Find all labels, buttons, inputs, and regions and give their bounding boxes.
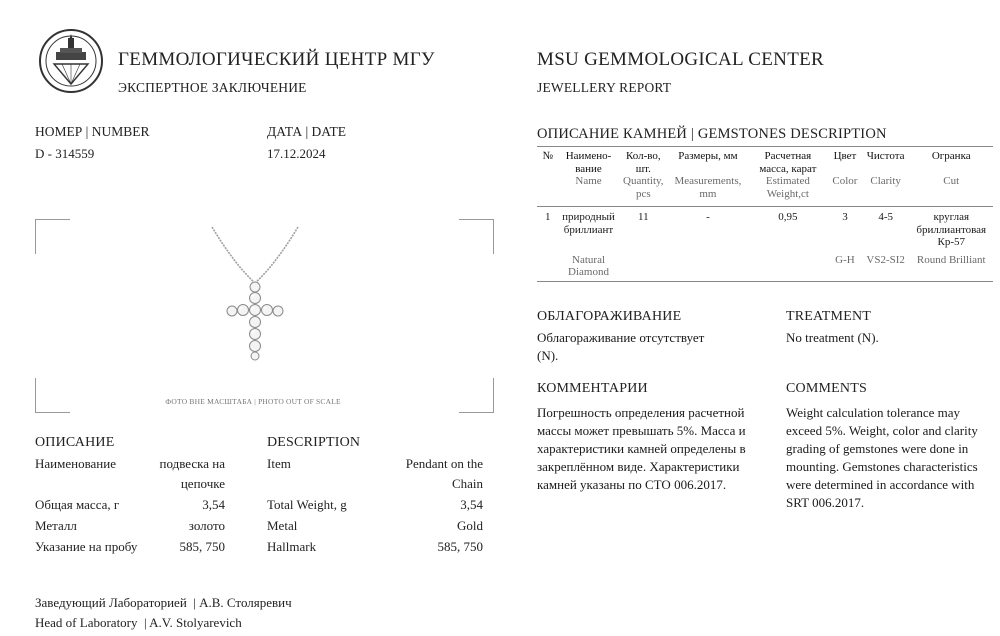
col-cut-en: Cut — [943, 175, 960, 187]
gem-table-top-rule — [537, 146, 993, 147]
cell-qty: 11 — [638, 211, 649, 223]
ru-row-metal-label: Металл — [35, 518, 77, 533]
cell-clarity-en: VS2-SI2 — [866, 253, 905, 266]
pendant-photo — [205, 225, 305, 365]
col-name-en: Name — [575, 175, 602, 187]
en-row-metal-label: Metal — [267, 518, 298, 533]
cell-cut-ru: круглая бриллиантовая Кр-57 — [916, 211, 987, 248]
gemstones-heading: ОПИСАНИЕ КАМНЕЙ | GEMSTONES DESCRIPTION — [537, 126, 887, 142]
col-qty-ru: Кол-во, шт. — [625, 150, 661, 175]
col-color-en: Color — [832, 175, 858, 187]
ru-row-metal-value: золото — [188, 518, 225, 533]
col-size-en: Measurements, mm — [674, 175, 742, 200]
col-no: № — [542, 150, 554, 162]
col-qty-en: Quantity, pcs — [623, 175, 664, 200]
ru-subtitle: ЭКСПЕРТНОЕ ЗАКЛЮЧЕНИЕ — [118, 80, 307, 95]
col-color-ru: Цвет — [833, 150, 857, 162]
en-row-weight-value: 3,54 — [460, 497, 483, 512]
treatment-heading-ru: ОБЛАГОРАЖИВАНИЕ — [537, 309, 682, 324]
cell-cut-en: Round Brilliant — [916, 253, 986, 266]
comments-heading-en: COMMENTS — [786, 381, 867, 396]
treatment-text-ru: Облагораживание отсутствует (N). — [537, 330, 705, 363]
number-label: НОМЕР | NUMBER — [35, 124, 150, 139]
en-row-item-label: Item — [267, 456, 291, 471]
col-size-ru: Размеры, мм — [678, 150, 738, 162]
number-value: D - 314559 — [35, 146, 95, 161]
frame-corner-bl — [35, 378, 70, 413]
cell-name-en: Natural Diamond — [568, 253, 609, 278]
cell-name-ru: природный бриллиант — [562, 211, 615, 236]
ru-row-weight-label: Общая масса, г — [35, 497, 120, 512]
treatment-text-en: No treatment (N). — [786, 330, 879, 345]
en-row-metal-value: Gold — [457, 518, 483, 533]
en-row-item-value-line2: Chain — [451, 476, 483, 491]
ru-row-hallmark-label: Указание на пробу — [35, 539, 138, 554]
ru-row-item-value-line1: подвеска на — [159, 456, 225, 471]
en-title: MSU GEMMOLOGICAL CENTER — [537, 49, 824, 70]
gem-header-row — [537, 148, 993, 175]
table-row-en — [537, 249, 993, 279]
ru-row-item-value — [130, 454, 225, 494]
ru-row-item-value-line2: цепочке — [180, 476, 225, 491]
cell-color-en: G-H — [835, 253, 855, 266]
col-clarity-en: Clarity — [870, 175, 901, 187]
ru-row-item-label: Наименование — [35, 456, 116, 471]
en-row-weight-label: Total Weight, g — [267, 497, 347, 512]
comments-heading-ru: КОММЕНТАРИИ — [537, 381, 648, 396]
col-name-ru: Наимено-вание — [565, 150, 612, 175]
gemstones-table — [537, 148, 993, 282]
comments-text-en: Weight calculation tolerance may exceed 5%. Weight, color and clarity grading of gemstones were done in mounting. Gemstones characteristics were determined in accordance with SRT 006.2017. — [786, 405, 978, 510]
photo-caption: ФОТО ВНЕ МАСШТАБА | PHOTO OUT OF SCALE — [165, 397, 341, 406]
en-row-item-value — [373, 454, 483, 494]
ru-title: ГЕММОЛОГИЧЕСКИЙ ЦЕНТР МГУ — [118, 49, 435, 70]
date-label: ДАТА | DATE — [267, 124, 347, 139]
en-row-hallmark-value: 585, 750 — [437, 539, 483, 554]
col-weight-en: Estimated Weight,ct — [765, 175, 810, 200]
en-row-hallmark-label: Hallmark — [267, 539, 317, 554]
comments-text-ru: Погрешность определения расчетной массы может превышать 5%. Масса и характеристики камней определены в закреплённом виде. Характеристики камней указаны по СТО 006.2017. — [537, 405, 746, 492]
ru-row-weight-value: 3,54 — [202, 497, 225, 512]
frame-corner-br — [459, 378, 494, 413]
signature-en: Head of Laboratory | A.V. Stolyarevich — [35, 615, 242, 630]
col-cut-ru: Огранка — [931, 150, 971, 162]
cell-size: - — [706, 211, 710, 223]
description-heading-ru: ОПИСАНИЕ — [35, 435, 115, 450]
col-weight-ru: Расчетная масса, карат — [759, 150, 817, 175]
msu-logo — [38, 28, 104, 94]
signature-ru: Заведующий Лабораторией | А.В. Столяревич — [35, 595, 292, 610]
cell-clarity-ru: 4-5 — [878, 211, 893, 223]
en-subtitle: JEWELLERY REPORT — [537, 80, 672, 95]
cell-weight: 0,95 — [778, 211, 798, 223]
description-heading-en: DESCRIPTION — [267, 435, 361, 450]
en-row-item-value-line1: Pendant on the — [405, 456, 483, 471]
frame-corner-tl — [35, 219, 70, 254]
date-value: 17.12.2024 — [267, 146, 326, 161]
gem-header-en-row — [537, 175, 993, 200]
col-clarity-ru: Чистота — [866, 150, 905, 162]
cell-color-ru: 3 — [842, 211, 848, 223]
ru-row-hallmark-value: 585, 750 — [179, 539, 225, 554]
cell-no: 1 — [545, 211, 551, 223]
table-row — [537, 207, 993, 249]
frame-corner-tr — [459, 219, 494, 254]
treatment-heading-en: TREATMENT — [786, 309, 872, 324]
